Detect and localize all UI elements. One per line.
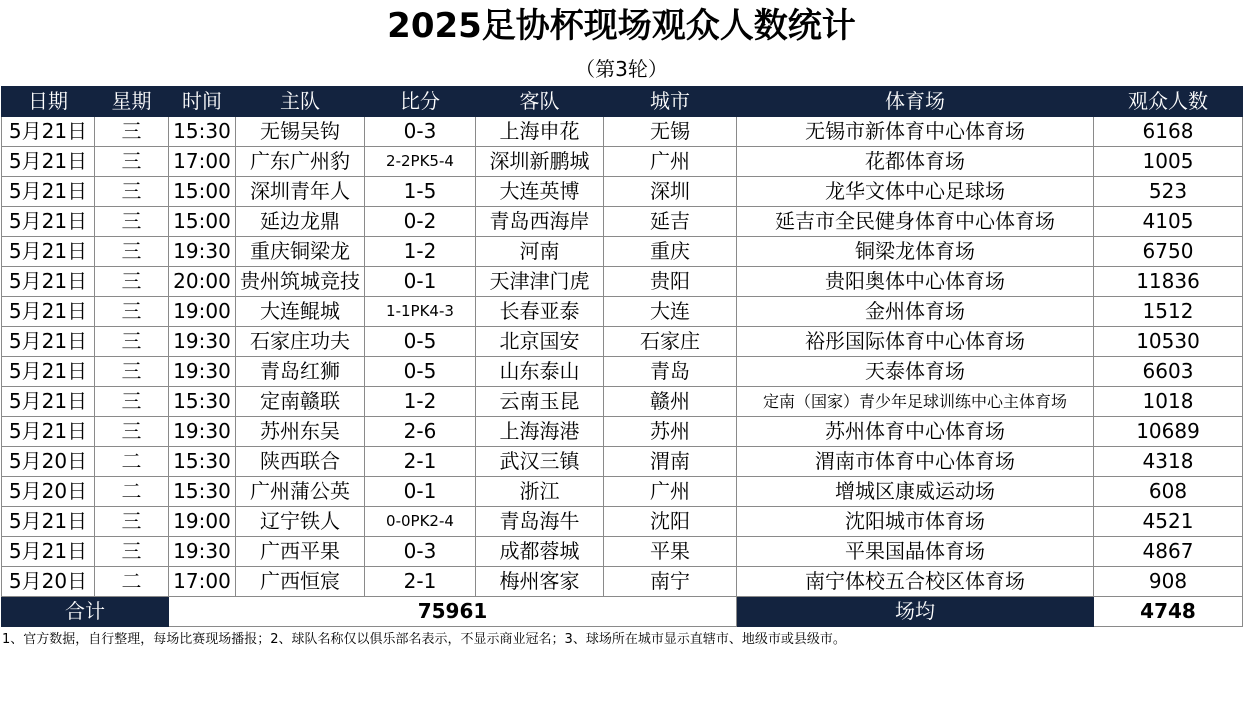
cell-time: 19:30	[169, 357, 236, 387]
header-attendance: 观众人数	[1094, 87, 1243, 117]
cell-stadium: 增城区康威运动场	[737, 477, 1094, 507]
cell-attendance: 6750	[1094, 237, 1243, 267]
cell-away-team: 上海海港	[476, 417, 604, 447]
table-row	[2, 567, 1243, 597]
cell-score: 2-6	[365, 417, 476, 447]
header-weekday: 星期	[95, 87, 169, 117]
cell-time: 19:30	[169, 327, 236, 357]
cell-city: 大连	[604, 297, 737, 327]
cell-away-team: 上海申花	[476, 117, 604, 147]
cell-score: 0-5	[365, 357, 476, 387]
cell-weekday: 三	[95, 417, 169, 447]
header-city: 城市	[604, 87, 737, 117]
cell-home-team: 延边龙鼎	[236, 207, 365, 237]
cell-city: 无锡	[604, 117, 737, 147]
cell-city: 延吉	[604, 207, 737, 237]
cell-city: 广州	[604, 477, 737, 507]
cell-date: 5月21日	[2, 147, 95, 177]
cell-date: 5月21日	[2, 417, 95, 447]
cell-away-team: 云南玉昆	[476, 387, 604, 417]
cell-weekday: 三	[95, 147, 169, 177]
cell-city: 贵阳	[604, 267, 737, 297]
cell-attendance: 608	[1094, 477, 1243, 507]
total-value: 75961	[169, 597, 737, 627]
cell-date: 5月21日	[2, 297, 95, 327]
cell-attendance: 10530	[1094, 327, 1243, 357]
cell-date: 5月21日	[2, 237, 95, 267]
cell-away-team: 河南	[476, 237, 604, 267]
table-row	[2, 177, 1243, 207]
cell-attendance: 4867	[1094, 537, 1243, 567]
table-row	[2, 387, 1243, 417]
total-label: 合计	[2, 597, 169, 627]
cell-score: 0-1	[365, 267, 476, 297]
cell-weekday: 三	[95, 327, 169, 357]
cell-away-team: 深圳新鹏城	[476, 147, 604, 177]
table-row	[2, 237, 1243, 267]
cell-attendance: 11836	[1094, 267, 1243, 297]
cell-away-team: 天津津门虎	[476, 267, 604, 297]
cell-home-team: 广州蒲公英	[236, 477, 365, 507]
cell-stadium: 金州体育场	[737, 297, 1094, 327]
cell-stadium: 花都体育场	[737, 147, 1094, 177]
cell-score: 0-0PK2-4	[365, 507, 476, 537]
cell-time: 19:00	[169, 507, 236, 537]
cell-weekday: 三	[95, 207, 169, 237]
table-body	[2, 117, 1243, 597]
cell-stadium: 裕彤国际体育中心体育场	[737, 327, 1094, 357]
cell-attendance: 1005	[1094, 147, 1243, 177]
cell-attendance: 4521	[1094, 507, 1243, 537]
cell-time: 19:30	[169, 537, 236, 567]
cell-away-team: 梅州客家	[476, 567, 604, 597]
cell-city: 南宁	[604, 567, 737, 597]
cell-score: 2-1	[365, 567, 476, 597]
cell-stadium: 平果国晶体育场	[737, 537, 1094, 567]
cell-home-team: 苏州东吴	[236, 417, 365, 447]
cell-home-team: 辽宁铁人	[236, 507, 365, 537]
cell-away-team: 青岛西海岸	[476, 207, 604, 237]
cell-city: 深圳	[604, 177, 737, 207]
table-row	[2, 537, 1243, 567]
cell-weekday: 三	[95, 387, 169, 417]
cell-date: 5月21日	[2, 327, 95, 357]
footnote: 1、官方数据，自行整理，每场比赛现场播报；2、球队名称仅以俱乐部名表示，不显示商业冠名；3、球场所在城市显示直辖市、地级市或县级市。	[2, 632, 846, 647]
cell-date: 5月21日	[2, 357, 95, 387]
cell-weekday: 二	[95, 477, 169, 507]
header-score: 比分	[365, 87, 476, 117]
cell-weekday: 三	[95, 117, 169, 147]
cell-attendance: 6603	[1094, 357, 1243, 387]
cell-score: 1-5	[365, 177, 476, 207]
cell-weekday: 二	[95, 567, 169, 597]
cell-city: 苏州	[604, 417, 737, 447]
cell-date: 5月21日	[2, 267, 95, 297]
table-row	[2, 507, 1243, 537]
average-label: 场均	[737, 597, 1094, 627]
cell-score: 0-1	[365, 477, 476, 507]
cell-attendance: 523	[1094, 177, 1243, 207]
cell-city: 石家庄	[604, 327, 737, 357]
cell-attendance: 1512	[1094, 297, 1243, 327]
cell-city: 广州	[604, 147, 737, 177]
cell-weekday: 三	[95, 537, 169, 567]
cell-attendance: 4318	[1094, 447, 1243, 477]
cell-date: 5月21日	[2, 117, 95, 147]
cell-date: 5月21日	[2, 537, 95, 567]
cell-away-team: 大连英博	[476, 177, 604, 207]
cell-attendance: 908	[1094, 567, 1243, 597]
cell-time: 15:00	[169, 207, 236, 237]
cell-weekday: 三	[95, 357, 169, 387]
attendance-table	[1, 86, 1243, 627]
cell-score: 0-3	[365, 117, 476, 147]
header-away-team: 客队	[476, 87, 604, 117]
table-row	[2, 117, 1243, 147]
cell-attendance: 4105	[1094, 207, 1243, 237]
header-time: 时间	[169, 87, 236, 117]
cell-away-team: 成都蓉城	[476, 537, 604, 567]
cell-score: 2-2PK5-4	[365, 147, 476, 177]
cell-time: 15:30	[169, 387, 236, 417]
cell-home-team: 广西恒宸	[236, 567, 365, 597]
table-row	[2, 417, 1243, 447]
cell-stadium: 沈阳城市体育场	[737, 507, 1094, 537]
header-date: 日期	[2, 87, 95, 117]
cell-city: 平果	[604, 537, 737, 567]
header-stadium: 体育场	[737, 87, 1094, 117]
cell-score: 1-2	[365, 387, 476, 417]
total-row	[2, 597, 1243, 627]
cell-away-team: 武汉三镇	[476, 447, 604, 477]
cell-away-team: 北京国安	[476, 327, 604, 357]
cell-home-team: 石家庄功夫	[236, 327, 365, 357]
cell-away-team: 山东泰山	[476, 357, 604, 387]
table-row	[2, 147, 1243, 177]
cell-date: 5月20日	[2, 477, 95, 507]
cell-time: 15:30	[169, 477, 236, 507]
table-row	[2, 327, 1243, 357]
cell-stadium: 南宁体校五合校区体育场	[737, 567, 1094, 597]
cell-score: 1-2	[365, 237, 476, 267]
average-value: 4748	[1094, 597, 1243, 627]
cell-date: 5月21日	[2, 177, 95, 207]
cell-city: 沈阳	[604, 507, 737, 537]
cell-home-team: 深圳青年人	[236, 177, 365, 207]
cell-time: 17:00	[169, 147, 236, 177]
cell-score: 0-2	[365, 207, 476, 237]
cell-time: 19:30	[169, 237, 236, 267]
cell-time: 19:30	[169, 417, 236, 447]
cell-attendance: 1018	[1094, 387, 1243, 417]
cell-home-team: 陕西联合	[236, 447, 365, 477]
table-row	[2, 477, 1243, 507]
cell-attendance: 10689	[1094, 417, 1243, 447]
cell-weekday: 三	[95, 267, 169, 297]
cell-score: 2-1	[365, 447, 476, 477]
cell-stadium: 无锡市新体育中心体育场	[737, 117, 1094, 147]
cell-home-team: 贵州筑城竞技	[236, 267, 365, 297]
cell-home-team: 青岛红狮	[236, 357, 365, 387]
cell-home-team: 定南赣联	[236, 387, 365, 417]
cell-time: 15:00	[169, 177, 236, 207]
page-title: 2025足协杯现场观众人数统计	[387, 6, 856, 46]
table-row	[2, 357, 1243, 387]
cell-weekday: 三	[95, 297, 169, 327]
cell-date: 5月20日	[2, 567, 95, 597]
cell-time: 20:00	[169, 267, 236, 297]
page-subtitle: （第3轮）	[575, 57, 668, 81]
cell-home-team: 广西平果	[236, 537, 365, 567]
table-row	[2, 447, 1243, 477]
table-header-row	[2, 87, 1243, 117]
cell-home-team: 重庆铜梁龙	[236, 237, 365, 267]
cell-stadium: 延吉市全民健身体育中心体育场	[737, 207, 1094, 237]
cell-time: 15:30	[169, 117, 236, 147]
cell-stadium: 龙华文体中心足球场	[737, 177, 1094, 207]
cell-stadium: 天泰体育场	[737, 357, 1094, 387]
cell-attendance: 6168	[1094, 117, 1243, 147]
cell-away-team: 浙江	[476, 477, 604, 507]
cell-away-team: 青岛海牛	[476, 507, 604, 537]
cell-away-team: 长春亚泰	[476, 297, 604, 327]
cell-city: 渭南	[604, 447, 737, 477]
cell-score: 0-5	[365, 327, 476, 357]
table-row	[2, 297, 1243, 327]
table-row	[2, 207, 1243, 237]
cell-weekday: 二	[95, 447, 169, 477]
cell-weekday: 三	[95, 507, 169, 537]
cell-city: 重庆	[604, 237, 737, 267]
cell-stadium: 苏州体育中心体育场	[737, 417, 1094, 447]
cell-city: 赣州	[604, 387, 737, 417]
cell-time: 19:00	[169, 297, 236, 327]
cell-home-team: 无锡吴钩	[236, 117, 365, 147]
cell-home-team: 大连鲲城	[236, 297, 365, 327]
cell-city: 青岛	[604, 357, 737, 387]
cell-weekday: 三	[95, 177, 169, 207]
cell-date: 5月21日	[2, 507, 95, 537]
cell-time: 17:00	[169, 567, 236, 597]
cell-date: 5月21日	[2, 387, 95, 417]
cell-stadium: 铜梁龙体育场	[737, 237, 1094, 267]
cell-weekday: 三	[95, 237, 169, 267]
cell-date: 5月20日	[2, 447, 95, 477]
cell-time: 15:30	[169, 447, 236, 477]
cell-score: 1-1PK4-3	[365, 297, 476, 327]
cell-stadium: 渭南市体育中心体育场	[737, 447, 1094, 477]
cell-score: 0-3	[365, 537, 476, 567]
cell-stadium: 定南（国家）青少年足球训练中心主体育场	[737, 387, 1094, 417]
header-home-team: 主队	[236, 87, 365, 117]
cell-home-team: 广东广州豹	[236, 147, 365, 177]
cell-stadium: 贵阳奥体中心体育场	[737, 267, 1094, 297]
table-row	[2, 267, 1243, 297]
cell-date: 5月21日	[2, 207, 95, 237]
